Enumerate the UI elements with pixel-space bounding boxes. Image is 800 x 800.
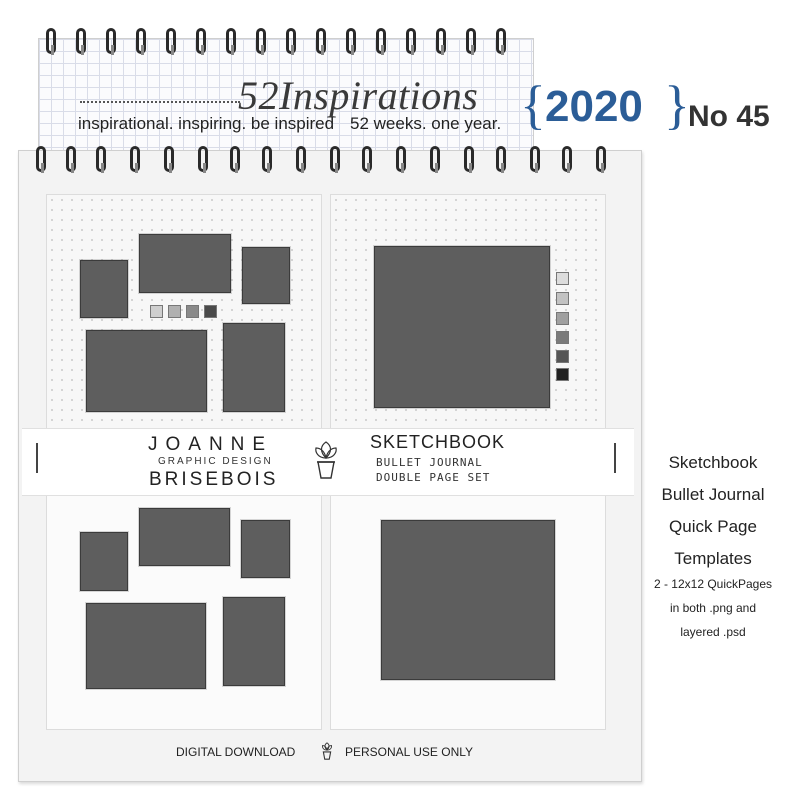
photo-placeholder bbox=[374, 246, 550, 408]
spiral-ring-icon bbox=[164, 146, 174, 172]
side-text-line: 2 - 12x12 QuickPages bbox=[653, 577, 773, 591]
color-swatch bbox=[150, 305, 163, 318]
spiral-ring-icon bbox=[464, 146, 474, 172]
spiral-ring-icon bbox=[230, 146, 240, 172]
photo-placeholder bbox=[223, 597, 285, 686]
color-swatch bbox=[204, 305, 217, 318]
spiral-ring-icon bbox=[66, 146, 76, 172]
spiral-ring-icon bbox=[196, 28, 206, 54]
footer-digital-download: DIGITAL DOWNLOAD bbox=[176, 745, 296, 759]
color-swatch bbox=[186, 305, 199, 318]
side-text-line: Quick Page bbox=[669, 517, 757, 536]
spiral-ring-icon bbox=[330, 146, 340, 172]
photo-placeholder bbox=[86, 603, 206, 689]
tagline-right: 52 weeks. one year. bbox=[350, 114, 502, 133]
succulent-plant-icon bbox=[312, 438, 340, 482]
photo-placeholder bbox=[139, 508, 230, 566]
spiral-ring-icon bbox=[106, 28, 116, 54]
spiral-ring-icon bbox=[46, 28, 56, 54]
spiral-ring-icon bbox=[316, 28, 326, 54]
page-title: 52Inspirations bbox=[238, 73, 479, 118]
spiral-ring-icon bbox=[198, 146, 208, 172]
year-brace-close: } bbox=[664, 75, 690, 135]
spiral-ring-icon bbox=[436, 28, 446, 54]
spiral-ring-icon bbox=[36, 146, 46, 172]
spiral-ring-icon bbox=[130, 146, 140, 172]
photo-placeholder bbox=[381, 520, 555, 680]
spiral-ring-icon bbox=[136, 28, 146, 54]
photo-placeholder bbox=[241, 520, 290, 578]
issue-number: No 45 bbox=[688, 100, 770, 133]
side-text-line: Bullet Journal bbox=[661, 485, 765, 504]
spiral-ring-icon bbox=[530, 146, 540, 172]
brand-last-name: BRISEBOIS bbox=[149, 469, 279, 490]
year-label: 2020 bbox=[545, 82, 643, 131]
photo-placeholder bbox=[86, 330, 207, 412]
spiral-ring-icon bbox=[496, 146, 506, 172]
photo-placeholder bbox=[223, 323, 285, 412]
spiral-ring-icon bbox=[596, 146, 606, 172]
product-subtitle-2: DOUBLE PAGE SET bbox=[376, 471, 491, 484]
color-swatch bbox=[556, 312, 569, 325]
side-text-line: layered .psd bbox=[680, 625, 746, 639]
succulent-plant-icon bbox=[320, 741, 334, 761]
photo-placeholder bbox=[80, 532, 128, 591]
color-swatch bbox=[556, 272, 569, 285]
product-subtitle-1: BULLET JOURNAL bbox=[376, 456, 483, 469]
spiral-ring-icon bbox=[430, 146, 440, 172]
side-text-line: Sketchbook bbox=[668, 453, 758, 472]
year-brace-open: { bbox=[520, 75, 546, 135]
spiral-ring-icon bbox=[362, 146, 372, 172]
spiral-ring-icon bbox=[496, 28, 506, 54]
spiral-ring-icon bbox=[286, 28, 296, 54]
spiral-ring-icon bbox=[562, 146, 572, 172]
spiral-ring-icon bbox=[466, 28, 476, 54]
spiral-ring-icon bbox=[396, 146, 406, 172]
tagline-left: inspirational. inspiring. be inspired bbox=[78, 114, 335, 133]
spiral-ring-icon bbox=[226, 28, 236, 54]
spiral-ring-icon bbox=[346, 28, 356, 54]
photo-placeholder bbox=[242, 247, 290, 304]
side-text-line: in both .png and bbox=[669, 601, 757, 615]
spiral-ring-icon bbox=[76, 28, 86, 54]
title-dotted-rule bbox=[80, 101, 240, 103]
photo-placeholder bbox=[80, 260, 128, 318]
spiral-ring-icon bbox=[296, 146, 306, 172]
color-swatch bbox=[168, 305, 181, 318]
product-title: SKETCHBOOK bbox=[370, 432, 506, 452]
band-mark-left bbox=[36, 443, 38, 473]
photo-placeholder bbox=[139, 234, 231, 293]
spiral-ring-icon bbox=[166, 28, 176, 54]
color-swatch bbox=[556, 331, 569, 344]
spiral-ring-icon bbox=[256, 28, 266, 54]
spiral-ring-icon bbox=[262, 146, 272, 172]
spiral-ring-icon bbox=[96, 146, 106, 172]
brand-subtitle: GRAPHIC DESIGN bbox=[158, 456, 273, 467]
spiral-ring-icon bbox=[406, 28, 416, 54]
color-swatch bbox=[556, 292, 569, 305]
footer-personal-use: PERSONAL USE ONLY bbox=[345, 745, 474, 759]
spiral-ring-icon bbox=[376, 28, 386, 54]
side-text-line: Templates bbox=[674, 549, 752, 568]
brand-first-name: JOANNE bbox=[148, 434, 274, 455]
color-swatch bbox=[556, 350, 569, 363]
color-swatch bbox=[556, 368, 569, 381]
